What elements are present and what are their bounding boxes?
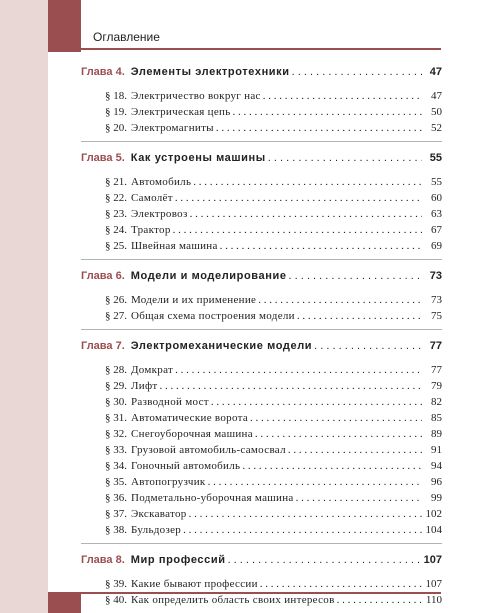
section-entry[interactable] [81, 238, 442, 254]
chapter-divider [81, 141, 442, 142]
section-page-number: 63 [431, 208, 442, 220]
dot-leader [173, 222, 422, 238]
section-number: § 23. [105, 208, 127, 220]
section-number: § 25. [105, 240, 127, 252]
section-page-number: 47 [431, 90, 442, 102]
table-of-contents [81, 64, 442, 608]
dot-leader [288, 442, 422, 458]
dot-leader [211, 394, 422, 410]
section-title: Общая схема построения модели [131, 310, 295, 322]
page-header-title: Оглавление [93, 30, 160, 44]
section-entry[interactable] [81, 490, 442, 506]
chapter-page-number: 107 [423, 554, 442, 566]
section-number: § 31. [105, 412, 127, 424]
dot-leader [193, 174, 422, 190]
section-page-number: 79 [431, 380, 442, 392]
section-number: § 21. [105, 176, 127, 188]
dot-leader [314, 338, 422, 354]
section-entry[interactable] [81, 88, 442, 104]
dot-leader [289, 268, 422, 284]
left-margin-band [0, 0, 48, 613]
section-page-number: 96 [431, 476, 442, 488]
section-number: § 37. [105, 508, 127, 520]
dot-leader [255, 426, 422, 442]
section-number: § 36. [105, 492, 127, 504]
section-page-number: 60 [431, 192, 442, 204]
chapter-page-number: 73 [429, 270, 442, 282]
section-title: Автоматические ворота [131, 412, 249, 424]
dot-leader [268, 150, 422, 166]
section-entry[interactable] [81, 458, 442, 474]
section-entry[interactable] [81, 394, 442, 410]
section-number: § 22. [105, 192, 127, 204]
section-number: § 26. [105, 294, 127, 306]
chapter-label: Глава 5. [81, 152, 125, 164]
footer-rule [48, 592, 441, 594]
chapter-title: Электромеханические модели [130, 340, 313, 352]
section-entry[interactable] [81, 426, 442, 442]
dot-leader [258, 292, 422, 308]
section-number: § 29. [105, 380, 127, 392]
section-page-number: 55 [431, 176, 442, 188]
section-entry[interactable] [81, 222, 442, 238]
section-number: § 34. [105, 460, 127, 472]
chapter-entry[interactable] [81, 552, 442, 568]
dot-leader [189, 506, 422, 522]
chapter-title: Элементы электротехники [130, 66, 290, 78]
section-page-number: 110 [425, 594, 442, 606]
footer-tab-marker [48, 592, 81, 613]
section-number: § 27. [105, 310, 127, 322]
section-number: § 40. [105, 594, 127, 606]
chapter-entry[interactable] [81, 64, 442, 80]
section-title: Автопогрузчик [131, 476, 206, 488]
section-entry[interactable] [81, 104, 442, 120]
section-page-number: 77 [431, 364, 442, 376]
chapter-page-number: 55 [429, 152, 442, 164]
section-number: § 24. [105, 224, 127, 236]
dot-leader [233, 104, 422, 120]
section-page-number: 67 [431, 224, 442, 236]
section-number: § 30. [105, 396, 127, 408]
chapter-label: Глава 7. [81, 340, 125, 352]
section-title: Снегоуборочная машина [131, 428, 253, 440]
chapter-page-number: 47 [429, 66, 442, 78]
section-title: Гоночный автомобиль [131, 460, 241, 472]
dot-leader [183, 522, 422, 538]
section-entry[interactable] [81, 378, 442, 394]
section-page-number: 89 [431, 428, 442, 440]
section-number: § 20. [105, 122, 127, 134]
section-entry[interactable] [81, 120, 442, 136]
section-entry[interactable] [81, 410, 442, 426]
section-title: Электрическая цепь [131, 106, 231, 118]
dot-leader [250, 410, 422, 426]
section-entry[interactable] [81, 206, 442, 222]
section-entry[interactable] [81, 308, 442, 324]
section-page-number: 75 [431, 310, 442, 322]
chapter-entry[interactable] [81, 338, 442, 354]
section-title: Электричество вокруг нас [131, 90, 261, 102]
section-entry[interactable] [81, 442, 442, 458]
section-title: Экскаватор [131, 508, 187, 520]
section-number: § 28. [105, 364, 127, 376]
section-page-number: 99 [431, 492, 442, 504]
header-rule [48, 48, 441, 50]
section-entry[interactable] [81, 174, 442, 190]
chapter-entry[interactable] [81, 150, 442, 166]
section-page-number: 94 [431, 460, 442, 472]
chapter-label: Глава 8. [81, 554, 125, 566]
dot-leader [190, 206, 422, 222]
section-title: Модели и их применение [131, 294, 257, 306]
section-title: Грузовой автомобиль-самосвал [131, 444, 286, 456]
section-title: Лифт [131, 380, 158, 392]
dot-leader [337, 592, 422, 608]
dot-leader [208, 474, 422, 490]
dot-leader [297, 308, 422, 324]
section-number: § 39. [105, 578, 127, 590]
dot-leader [296, 490, 422, 506]
dot-leader [216, 120, 422, 136]
chapter-label: Глава 4. [81, 66, 125, 78]
dot-leader [263, 88, 422, 104]
section-page-number: 107 [425, 578, 442, 590]
section-entry[interactable] [81, 576, 442, 592]
chapter-divider [81, 259, 442, 260]
section-number: § 38. [105, 524, 127, 536]
dot-leader [159, 378, 422, 394]
chapter-entry[interactable] [81, 268, 442, 284]
section-number: § 32. [105, 428, 127, 440]
section-title: Электровоз [131, 208, 188, 220]
dot-leader [175, 190, 422, 206]
chapter-divider [81, 329, 442, 330]
dot-leader [228, 552, 422, 568]
section-title: Электромагниты [131, 122, 214, 134]
section-page-number: 50 [431, 106, 442, 118]
chapter-title: Как устроены машины [130, 152, 266, 164]
chapter-divider [81, 543, 442, 544]
dot-leader [292, 64, 422, 80]
section-page-number: 52 [431, 122, 442, 134]
section-number: § 18. [105, 90, 127, 102]
section-number: § 35. [105, 476, 127, 488]
section-title: Как определить область своих интересов [131, 594, 335, 606]
section-entry[interactable] [81, 592, 442, 608]
header-tab-marker [48, 0, 81, 52]
section-entry[interactable] [81, 190, 442, 206]
section-title: Разводной мост [131, 396, 209, 408]
section-title: Подметально-уборочная машина [131, 492, 294, 504]
chapter-page-number: 77 [429, 340, 442, 352]
section-entry[interactable] [81, 522, 442, 538]
section-page-number: 91 [431, 444, 442, 456]
section-page-number: 104 [425, 524, 442, 536]
section-page-number: 85 [431, 412, 442, 424]
section-title: Самолёт [131, 192, 173, 204]
dot-leader [242, 458, 422, 474]
section-page-number: 82 [431, 396, 442, 408]
dot-leader [260, 576, 422, 592]
section-entry[interactable] [81, 506, 442, 522]
section-entry[interactable] [81, 292, 442, 308]
section-number: § 33. [105, 444, 127, 456]
section-page-number: 73 [431, 294, 442, 306]
section-entry[interactable] [81, 362, 442, 378]
section-title: Швейная машина [131, 240, 218, 252]
chapter-title: Модели и моделирование [130, 270, 287, 282]
section-page-number: 102 [425, 508, 442, 520]
dot-leader [220, 238, 422, 254]
section-title: Бульдозер [131, 524, 182, 536]
dot-leader [175, 362, 422, 378]
section-title: Трактор [131, 224, 171, 236]
section-title: Автомобиль [131, 176, 192, 188]
section-title: Домкрат [131, 364, 174, 376]
chapter-label: Глава 6. [81, 270, 125, 282]
section-title: Какие бывают профессии [131, 578, 258, 590]
chapter-title: Мир профессий [130, 554, 226, 566]
section-page-number: 69 [431, 240, 442, 252]
section-number: § 19. [105, 106, 127, 118]
section-entry[interactable] [81, 474, 442, 490]
